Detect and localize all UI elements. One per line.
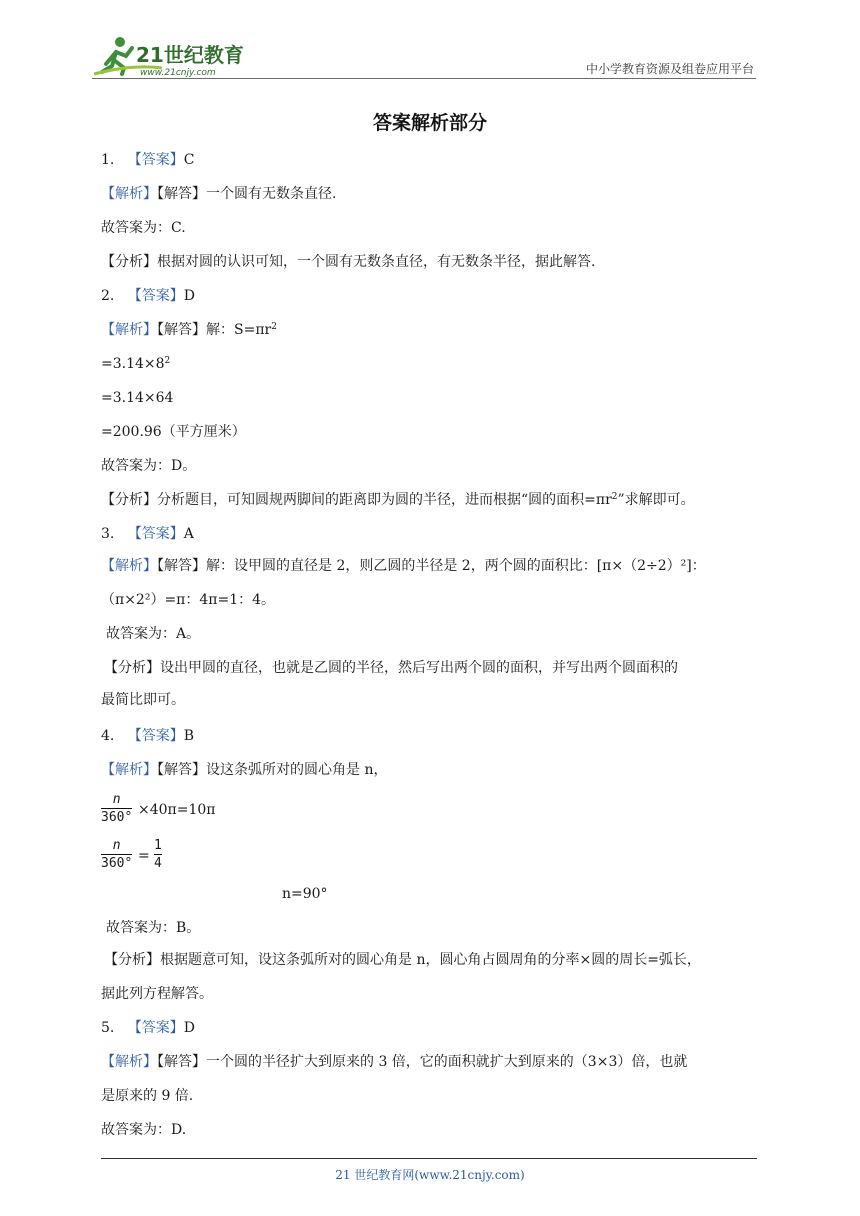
q3-result: 故答案为：A。 — [106, 626, 201, 642]
fraction-n-over-360 — [101, 838, 132, 871]
page-footer: 21 世纪教育网(www.21cnjy.com) — [335, 1168, 525, 1182]
q5-solution-cont: 是原来的 9 倍. — [101, 1088, 194, 1104]
q3-solution-cont: （π×2²）=π：4π=1：4。 — [101, 592, 276, 608]
footer-divider — [101, 1158, 757, 1159]
q1-answer-line — [101, 150, 194, 170]
fraction-denominator: 4 — [154, 856, 162, 871]
q2-fenxi-tail: ”求解即可。 — [617, 492, 695, 508]
svg-text:www.21cnjy.com: www.21cnjy.com — [140, 68, 216, 78]
site-logo — [92, 34, 272, 78]
fraction-denominator: 360° — [101, 856, 133, 871]
page-header — [92, 30, 756, 80]
header-divider — [92, 78, 756, 79]
q5-solve: 【解答】一个圆的半径扩大到原来的 3 倍，它的面积就扩大到原来的（3×3）倍，也就 — [157, 1054, 688, 1070]
fraction-numerator: n — [112, 792, 121, 807]
q5-answer: D — [183, 1020, 195, 1036]
q3-number: 3. — [101, 526, 115, 542]
analysis-tag: 【解析】 — [101, 186, 157, 202]
q2-step-2: =3.14×64 — [101, 390, 174, 406]
answer-tag: 【答案】 — [127, 288, 184, 304]
exponent: 2 — [164, 356, 171, 366]
q4-answer: B — [183, 728, 195, 744]
q3-answer: A — [183, 526, 194, 542]
q1-solution-line — [101, 184, 336, 204]
fraction-bar — [101, 854, 132, 855]
q2-answer: D — [183, 288, 195, 304]
q2-fenxi — [101, 490, 695, 510]
fraction-bar — [154, 854, 162, 855]
svg-text:21世纪教育: 21世纪教育 — [136, 43, 244, 67]
q4-solution-line — [101, 760, 387, 780]
platform-name: 中小学教育资源及组卷应用平台 — [585, 62, 754, 76]
q3-answer-line — [101, 524, 194, 544]
answer-tag: 【答案】 — [127, 1020, 184, 1036]
q5-number: 5. — [101, 1020, 115, 1036]
q4-eq2-sign: = — [138, 848, 150, 864]
fraction-one-quarter — [154, 838, 162, 871]
q4-eq1-rest: ×40π=10π — [138, 802, 216, 818]
q4-solve: 【解答】设这条弧所对的圆心角是 n， — [157, 762, 388, 778]
q4-answer-line — [101, 726, 194, 746]
q2-step-1 — [101, 354, 170, 374]
q3-solve: 【解答】解：设甲圆的直径是 2，则乙圆的半径是 2，两个圆的面积比：[π×（2÷2）²]： — [157, 558, 706, 574]
analysis-tag: 【解析】 — [101, 762, 157, 778]
q1-number: 1. — [101, 152, 115, 168]
fraction-numerator: n — [112, 838, 121, 853]
q3-solution-line — [101, 556, 706, 576]
fraction-bar — [101, 808, 132, 809]
q2-result: 故答案为：D。 — [101, 458, 197, 474]
fraction-n-over-360 — [101, 792, 132, 825]
q2-solve: 【解答】解：S=πr — [157, 322, 272, 338]
q2-step-3: =200.96（平方厘米） — [101, 424, 246, 440]
q5-answer-line — [101, 1018, 195, 1038]
q3-fenxi-2: 最简比即可。 — [101, 692, 185, 708]
analysis-tag: 【解析】 — [101, 322, 157, 338]
exponent: 2 — [611, 492, 618, 502]
answer-tag: 【答案】 — [127, 728, 184, 744]
q4-fenxi-1: 【分析】根据题意可知，设这条弧所对的圆心角是 n，圆心角占圆周角的分率×圆的周长=弧长， — [104, 952, 701, 968]
fraction-numerator: 1 — [154, 838, 162, 853]
q2-fenxi-text: 【分析】分析题目，可知圆规两脚间的距离即为圆的半径，进而根据“圆的面积=πr — [101, 492, 612, 508]
page-title: 答案解析部分 — [372, 112, 487, 134]
q3-fenxi-1: 【分析】设出甲圆的直径，也就是乙圆的半径，然后写出两个圆的面积，并写出两个圆面积的 — [104, 660, 678, 676]
q2-answer-line — [101, 286, 195, 306]
fraction-denominator: 360° — [101, 810, 133, 825]
q1-answer: C — [183, 152, 195, 168]
q1-solve: 【解答】一个圆有无数条直径. — [157, 186, 337, 202]
q5-solution-line — [101, 1052, 687, 1072]
q5-result: 故答案为：D. — [101, 1122, 187, 1138]
q2-solution-line — [101, 320, 277, 340]
q2-number: 2. — [101, 288, 115, 304]
q2-step-1-text: =3.14×8 — [101, 356, 165, 372]
answer-tag: 【答案】 — [127, 526, 184, 542]
q4-eq3: n=90° — [282, 886, 328, 902]
analysis-tag: 【解析】 — [101, 558, 157, 574]
q1-result: 故答案为：C. — [101, 220, 186, 236]
q4-fenxi-2: 据此列方程解答。 — [101, 986, 213, 1002]
answer-tag: 【答案】 — [127, 152, 184, 168]
q4-number: 4. — [101, 728, 115, 744]
exponent: 2 — [271, 322, 277, 332]
q4-result: 故答案为：B。 — [106, 920, 201, 936]
q1-fenxi: 【分析】根据对圆的认识可知，一个圆有无数条直径，有无数条半径，据此解答. — [101, 254, 596, 270]
analysis-tag: 【解析】 — [101, 1054, 157, 1070]
